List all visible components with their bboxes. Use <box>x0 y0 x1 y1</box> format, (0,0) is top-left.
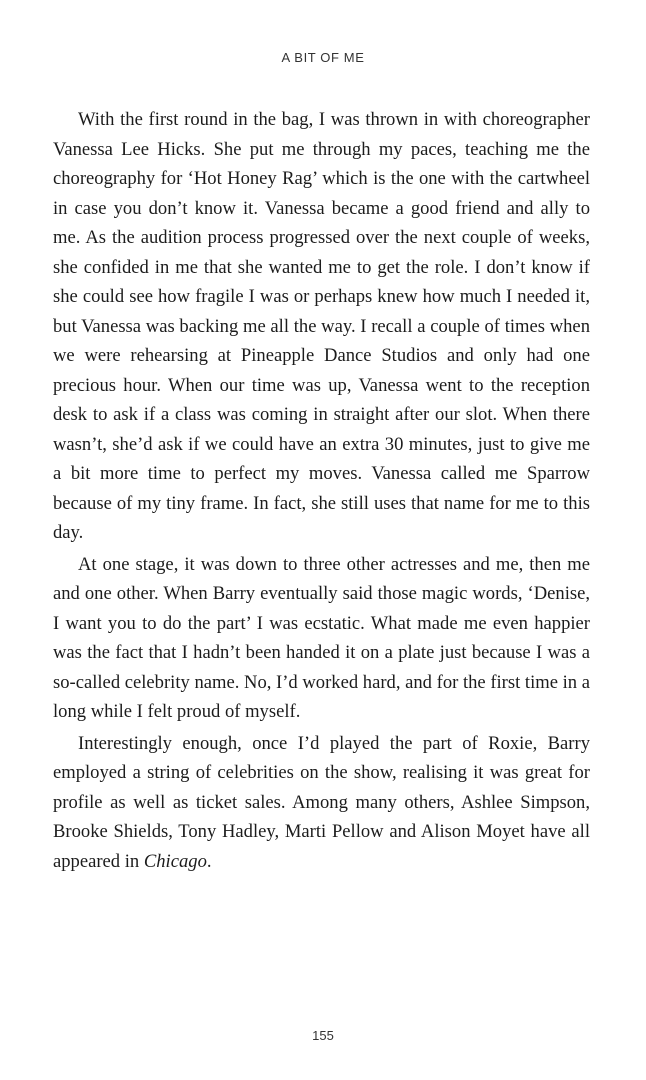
running-head: A BIT OF ME <box>281 50 365 65</box>
body-text <box>53 105 590 876</box>
paragraph-1: With the first round in the bag, I was thrown in with choreographer Vanessa Lee Hicks. She put me through my paces, teaching me the choreography for ‘Hot Honey Rag’ which is the one with the cartwheel in case you don’t know it. Vanessa became a good friend and ally to me. As the audition process progressed over the next couple of weeks, she confided in me that she wanted me to get the role. I don’t know if she could see how fragile I was or perhaps knew how much I needed it, but Vanessa was backing me all the way. I recall a couple of times when we were rehearsing at Pineapple Dance Studios and only had one precious hour. When our time was up, Vanessa went to the reception desk to ask if a class was coming in straight after our slot. When there wasn’t, she’d ask if we could have an extra 30 minutes, just to give me a bit more time to perfect my moves. Vanessa called me Sparrow because of my tiny frame. In fact, she still uses that name for me to this day. <box>53 109 590 543</box>
page-number: 155 <box>312 1028 334 1043</box>
paragraph-2: At one stage, it was down to three other actresses and me, then me and one other. When Barry eventually said those magic words, ‘Denise, I want you to do the part’ I was ecstatic. What made me even happier was the fact that I hadn’t been handed it on a plate just because I was a so-called celebrity name. No, I’d worked hard, and for the first time in a long while I felt proud of myself. <box>53 553 590 722</box>
paragraph-3-text: Interestingly enough, once I’d played the part of Roxie, Barry employed a string of celebrities on the show, realising it was great for profile as well as ticket sales. Among many others, Ashlee Simpson, Brooke Shields, Tony Hadley, Marti Pellow and Alison Moyet have all appeared in <box>53 732 590 872</box>
paragraph-3 <box>53 729 590 877</box>
show-title: Chicago <box>143 850 207 872</box>
paragraph-3-end: . <box>206 850 212 872</box>
